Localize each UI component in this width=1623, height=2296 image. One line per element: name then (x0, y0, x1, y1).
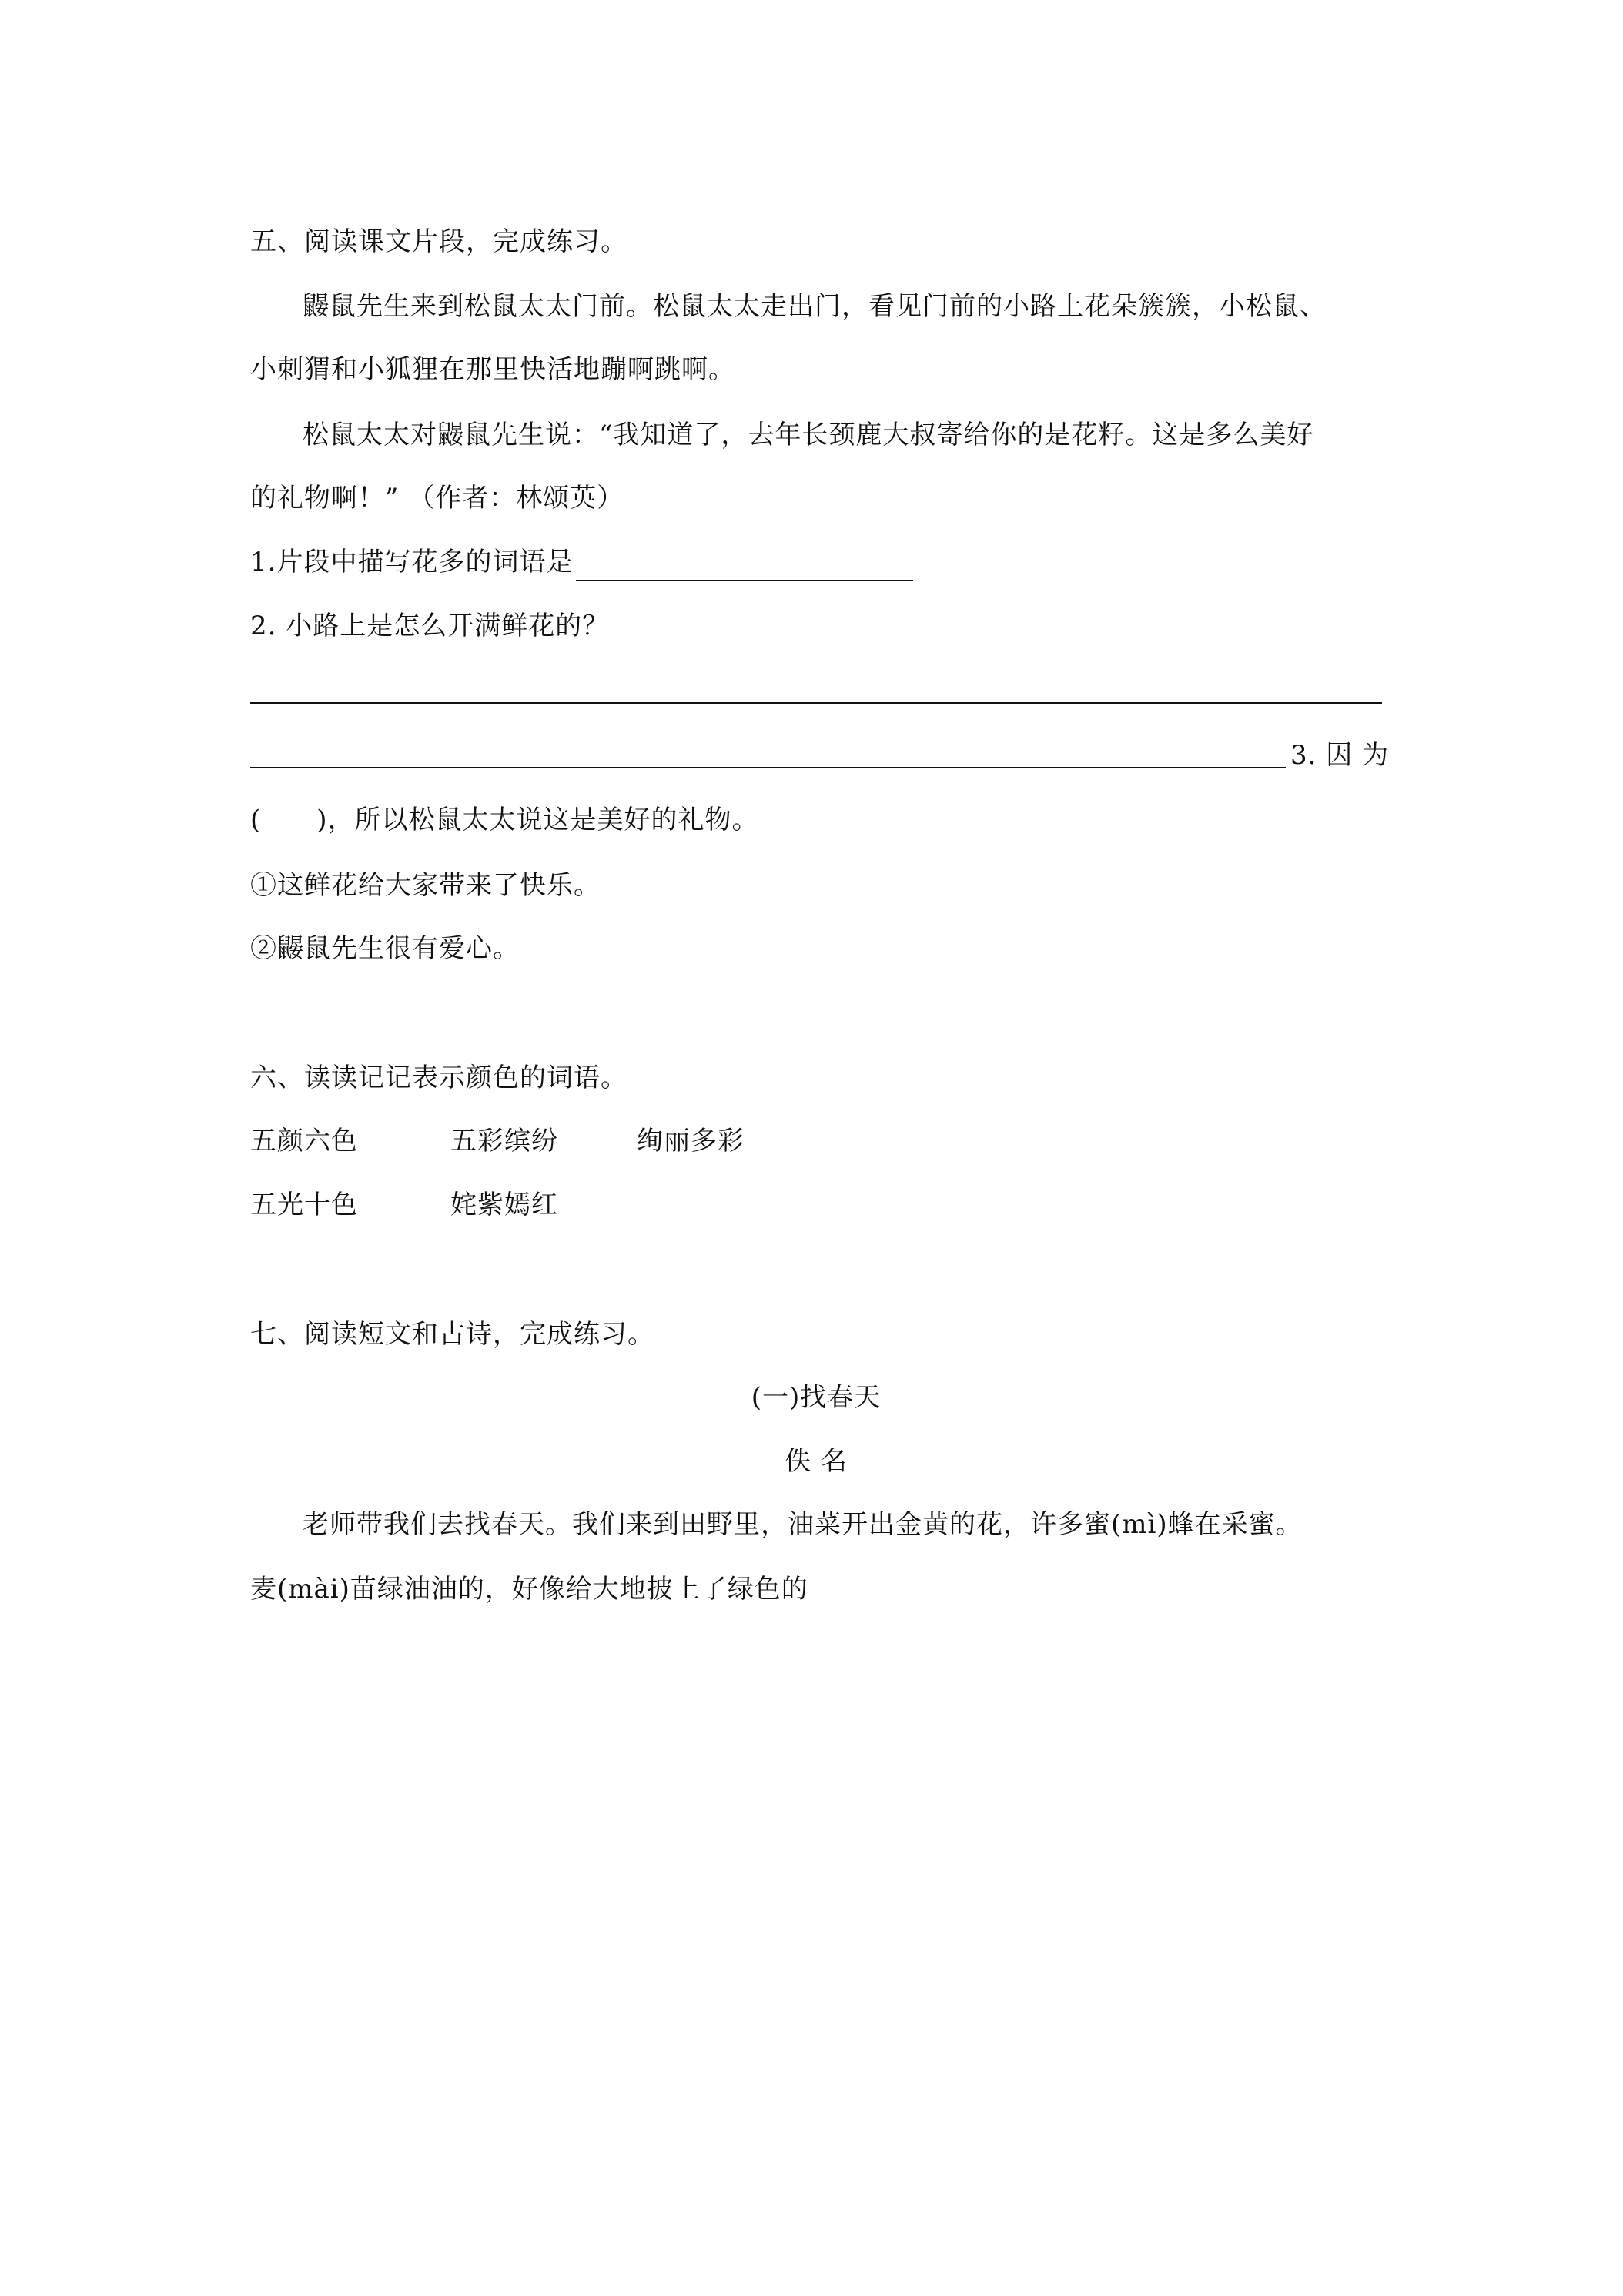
color-word: 绚丽多彩 (637, 1126, 745, 1156)
story-line: 老师带我们去找春天。我们来到田野里，油菜开出金黄的花，许多蜜(mì)蜂在采蜜。 (303, 1509, 1303, 1540)
question-2: 2. 小路上是怎么开满鲜花的？ (250, 611, 610, 641)
paren-open: ( (250, 805, 262, 835)
option-1: ①这鲜花给大家带来了快乐。 (250, 870, 601, 901)
passage-line: 的礼物啊！” （作者：林颂英） (250, 483, 624, 514)
answer-line[interactable] (250, 702, 1382, 704)
story-title: (一)找春天 (751, 1382, 882, 1413)
story-author: 佚 名 (785, 1446, 848, 1477)
option-2: ②鼹鼠先生很有爱心。 (250, 933, 520, 964)
story-line: 麦(mài)苗绿油油的，好像给大地披上了绿色的 (250, 1574, 808, 1605)
section6-heading: 六、读读记记表示颜色的词语。 (250, 1063, 627, 1093)
answer-blank[interactable] (576, 554, 913, 581)
question-3 (250, 801, 759, 839)
section5-heading: 五、阅读课文片段，完成练习。 (250, 226, 627, 257)
answer-line[interactable] (250, 767, 1286, 768)
color-word: 五光十色 (250, 1190, 358, 1220)
question-1 (250, 543, 913, 581)
section7-heading: 七、阅读短文和古诗，完成练习。 (250, 1319, 654, 1350)
question-3-text: )，所以松鼠太太说这是美好的礼物。 (316, 805, 759, 835)
passage-line: 松鼠太太对鼹鼠先生说：“我知道了，去年长颈鹿大叔寄给你的是花籽。这是多么美好 (303, 420, 1314, 450)
color-word: 姹紫嫣红 (450, 1190, 558, 1220)
color-word: 五彩缤纷 (450, 1126, 558, 1156)
question-1-text: 1.片段中描写花多的词语是 (250, 547, 574, 577)
question-3-label: 3. 因 为 (1290, 740, 1390, 771)
passage-line: 小刺猬和小狐狸在那里快活地蹦啊跳啊。 (250, 354, 735, 385)
passage-line: 鼹鼠先生来到松鼠太太门前。松鼠太太走出门，看见门前的小路上花朵簇簇，小松鼠、 (303, 291, 1327, 322)
color-word: 五颜六色 (250, 1126, 358, 1156)
